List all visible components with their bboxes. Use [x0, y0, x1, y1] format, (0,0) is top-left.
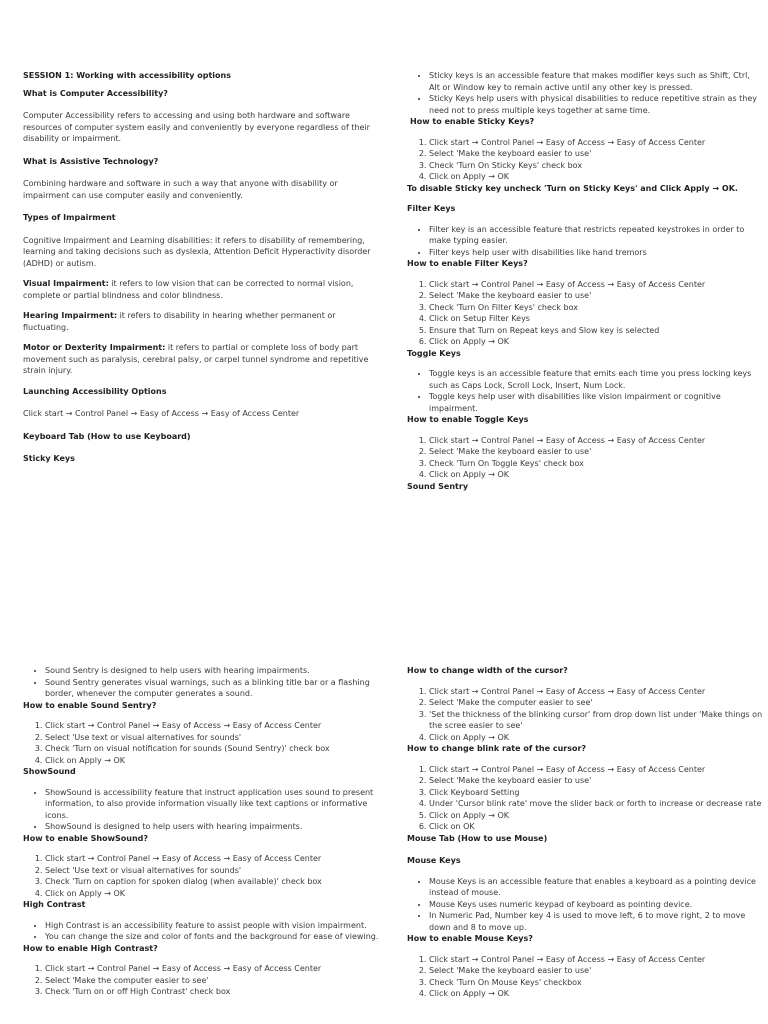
- paragraph-assistive-technology: Combining hardware and software in such a way that anyone with disability or impairment can use computer easily and conveniently.: [23, 179, 338, 200]
- list-item: 3. 'Set the thickness of the blinking cursor' from drop down list under 'Make things on the scree easier to see': [429, 709, 763, 732]
- list-item: • Mouse Keys uses numeric keypad of keyboard as pointing device.: [429, 899, 763, 911]
- list-item: 1. Click start → Control Panel → Easy of Access → Easy of Access Center: [429, 435, 763, 447]
- heading-high-contrast: High Contrast: [23, 900, 86, 909]
- list-item: • In Numeric Pad, Number key 4 is used to move left, 6 to move right, 2 to move down and 8 to move up.: [429, 910, 763, 933]
- heading-blink-rate: How to change blink rate of the cursor?: [407, 744, 587, 753]
- list-item: • Sticky Keys help users with physical disabilities to reduce repetitive strain as they need not to press multiple keys together at same time.: [429, 93, 763, 116]
- enable-sticky-steps: [407, 137, 763, 183]
- list-item: 2. Select 'Make the keyboard easier to use': [429, 446, 763, 458]
- list-item: • Sound Sentry is designed to help users with hearing impairments.: [45, 665, 379, 677]
- list-item: 2. Select 'Use text or visual alternatives for sounds': [45, 865, 379, 877]
- list-item: 1. Click start → Control Panel → Easy of Access → Easy of Access Center: [45, 853, 379, 865]
- list-item: 3. Check 'Turn On Sticky Keys' check box: [429, 160, 763, 172]
- list-item: • Sticky keys is an accessible feature that makes modifier keys such as Shift, Ctrl, Alt or Window key to remain active until any other key is pressed.: [429, 70, 763, 93]
- heading-enable-filter-keys: How to enable Filter Keys?: [407, 259, 528, 268]
- list-item: • Sound Sentry generates visual warnings, such as a blinking title bar or a flashing border, whenever the computer generates a sound.: [45, 677, 379, 700]
- list-item: 3. Check 'Turn On Mouse Keys' checkbox: [429, 977, 763, 989]
- heading-mouse-keys: Mouse Keys: [407, 856, 461, 865]
- label-hearing-impairment: Hearing Impairment:: [23, 311, 118, 320]
- enable-mouse-keys-steps: [407, 954, 763, 1000]
- text-visual-impairment: it refers to low vision that can be corrected to normal vision, complete or partial blindness and color blindness.: [23, 279, 354, 300]
- list-item: • Toggle keys help user with disabilities like vision impairment or cognitive impairment.: [429, 391, 763, 414]
- list-item: 1. Click start → Control Panel → Easy of Access → Easy of Access Center: [429, 686, 763, 698]
- heading-enable-high-contrast: How to enable High Contrast?: [23, 943, 158, 953]
- list-item: 5. Click on Apply → OK: [429, 810, 763, 822]
- list-item: • You can change the size and color of fonts and the background for ease of viewing.: [45, 931, 379, 943]
- list-item: • ShowSound is designed to help users with hearing impairments.: [45, 821, 379, 833]
- list-item: 1. Click start → Control Panel → Easy of Access → Easy of Access Center: [429, 279, 763, 291]
- heading-computer-accessibility: What is Computer Accessibility?: [23, 88, 168, 98]
- enable-toggle-steps: [407, 435, 763, 481]
- heading-enable-sound-sentry: How to enable Sound Sentry?: [23, 700, 157, 710]
- enable-filter-steps: [407, 279, 763, 348]
- text-hearing-impairment: it refers to disability in hearing whether permanent or fluctuating.: [23, 311, 336, 332]
- blink-rate-steps: [407, 764, 763, 833]
- list-item: 3. Check 'Turn on caption for spoken dialog (when available)' check box: [45, 876, 379, 888]
- heading-filter-keys: Filter Keys: [407, 204, 456, 213]
- sticky-keys-list: [407, 70, 763, 116]
- heading-toggle-keys: Toggle Keys: [407, 348, 461, 358]
- high-contrast-list: [23, 920, 379, 943]
- paragraph-launching-path: Click start → Control Panel → Easy of Access → Easy of Access Center: [23, 409, 300, 418]
- list-item: • Filter key is an accessible feature that restricts repeated keystrokes in order to make typing easier.: [429, 224, 763, 247]
- list-item: 2. Select 'Make the keyboard easier to use': [429, 965, 763, 977]
- heading-enable-toggle-keys: How to enable Toggle Keys: [407, 415, 529, 424]
- filter-keys-list: [407, 224, 763, 259]
- list-item: 4. Click on Setup Filter Keys: [429, 313, 763, 325]
- toggle-keys-list: [407, 368, 763, 414]
- showsound-list: [23, 787, 379, 833]
- label-motor-impairment: Motor or Dexterity Impairment:: [23, 343, 166, 352]
- mouse-keys-list: [407, 876, 763, 934]
- list-item: 1. Click start → Control Panel → Easy of Access → Easy of Access Center: [429, 137, 763, 149]
- list-item: 4. Click on Apply → OK: [429, 988, 763, 1000]
- list-item: 3. Check 'Turn on visual notification for sounds (Sound Sentry)' check box: [45, 743, 379, 755]
- paragraph-computer-accessibility: Computer Accessibility refers to accessing and using both hardware and software resources of computer system easily and conveniently by everyone regardless of their disability or impairment.: [23, 111, 370, 143]
- heading-sound-sentry: Sound Sentry: [407, 481, 469, 491]
- label-visual-impairment: Visual Impairment:: [23, 279, 109, 288]
- list-item: 3. Check 'Turn on or off High Contrast' check box: [45, 986, 379, 998]
- cursor-width-steps: [407, 686, 763, 744]
- list-item: 4. Click on Apply → OK: [45, 888, 379, 900]
- list-item: 4. Under 'Cursor blink rate' move the slider back or forth to increase or decrease rate: [429, 798, 763, 810]
- list-item: 4. Click on Apply → OK: [45, 755, 379, 767]
- list-item: 2. Select 'Make the keyboard easier to use': [429, 148, 763, 160]
- list-item: 2. Select 'Use text or visual alternatives for sounds': [45, 732, 379, 744]
- list-item: 4. Click on Apply → OK: [429, 171, 763, 183]
- heading-cursor-width: How to change width of the cursor?: [407, 666, 568, 675]
- text-motor-impairment: it refers to partial or complete loss of body part movement such as paralysis, cerebral palsy, or carpel tunnel syndrome and repetitive strain injury.: [23, 343, 369, 375]
- list-item: • Filter keys help user with disabilities like hand tremors: [429, 247, 763, 259]
- heading-sticky-keys: Sticky Keys: [23, 454, 75, 463]
- list-item: 2. Select 'Make the keyboard easier to use': [429, 775, 763, 787]
- list-item: 4. Click on Apply → OK: [429, 732, 763, 744]
- heading-mouse-tab: Mouse Tab (How to use Mouse): [407, 833, 548, 843]
- heading-enable-showsound: How to enable ShowSound?: [23, 833, 149, 843]
- list-item: • Mouse Keys is an accessible feature that enables a keyboard as a pointing device instead of mouse.: [429, 876, 763, 899]
- page2-right-column: [407, 665, 763, 1000]
- heading-enable-mouse-keys: How to enable Mouse Keys?: [407, 934, 533, 943]
- heading-assistive-technology: What is Assistive Technology?: [23, 156, 159, 166]
- heading-launching-accessibility: Launching Accessibility Options: [23, 386, 167, 396]
- heading-enable-sticky-keys: How to enable Sticky Keys?: [410, 117, 535, 126]
- enable-showsound-steps: [23, 853, 379, 899]
- paragraph-cognitive-impairment: Cognitive Impairment and Learning disabilities: it refers to disability of remembering, learning and taking decisions such as dyslexia, Attention Deficit Hyperactivity disorder (ADHD) or autism.: [23, 235, 371, 268]
- paragraph-motor-impairment: [23, 342, 379, 377]
- list-item: 2. Select 'Make the computer easier to see': [45, 975, 379, 987]
- paragraph-visual-impairment: [23, 278, 379, 301]
- list-item: 6. Click on OK: [429, 821, 763, 833]
- paragraph-hearing-impairment: [23, 310, 379, 333]
- heading-types-of-impairment: Types of Impairment: [23, 213, 116, 222]
- list-item: • High Contrast is an accessibility feature to assist people with vision impairment.: [45, 920, 379, 932]
- sound-sentry-list: [23, 665, 379, 700]
- list-item: 2. Select 'Make the keyboard easier to use': [429, 290, 763, 302]
- enable-high-contrast-steps: [23, 963, 379, 998]
- list-item: • ShowSound is accessibility feature that instruct application uses sound to present information, to also provide information visually like text captions or informative icons.: [45, 787, 379, 822]
- list-item: 1. Click start → Control Panel → Easy of Access → Easy of Access Center: [429, 764, 763, 776]
- list-item: 1. Click start → Control Panel → Easy of Access → Easy of Access Center: [45, 720, 379, 732]
- page2-left-column: [23, 665, 379, 998]
- list-item: 3. Check 'Turn On Filter Keys' check box: [429, 302, 763, 314]
- list-item: • Toggle keys is an accessible feature that emits each time you press locking keys such as Caps Lock, Scroll Lock, Insert, Num Lock.: [429, 368, 763, 391]
- list-item: 1. Click start → Control Panel → Easy of Access → Easy of Access Center: [429, 954, 763, 966]
- list-item: 2. Select 'Make the computer easier to see': [429, 697, 763, 709]
- disable-sticky-note: To disable Sticky key uncheck 'Turn on Sticky Keys' and Click Apply → OK.: [407, 183, 738, 193]
- page1-right-column: [407, 70, 763, 492]
- heading-showsound: ShowSound: [23, 767, 76, 776]
- list-item: 6. Click on Apply → OK: [429, 336, 763, 348]
- list-item: 4. Click on Apply → OK: [429, 469, 763, 481]
- session-title: SESSION 1: Working with accessibility options: [23, 71, 231, 80]
- page1-left-column: [23, 70, 379, 465]
- heading-keyboard-tab: Keyboard Tab (How to use Keyboard): [23, 431, 191, 441]
- list-item: 5. Ensure that Turn on Repeat keys and Slow key is selected: [429, 325, 763, 337]
- list-item: 1. Click start → Control Panel → Easy of Access → Easy of Access Center: [45, 963, 379, 975]
- list-item: 3. Check 'Turn On Toggle Keys' check box: [429, 458, 763, 470]
- list-item: 3. Click Keyboard Setting: [429, 787, 763, 799]
- enable-sound-sentry-steps: [23, 720, 379, 766]
